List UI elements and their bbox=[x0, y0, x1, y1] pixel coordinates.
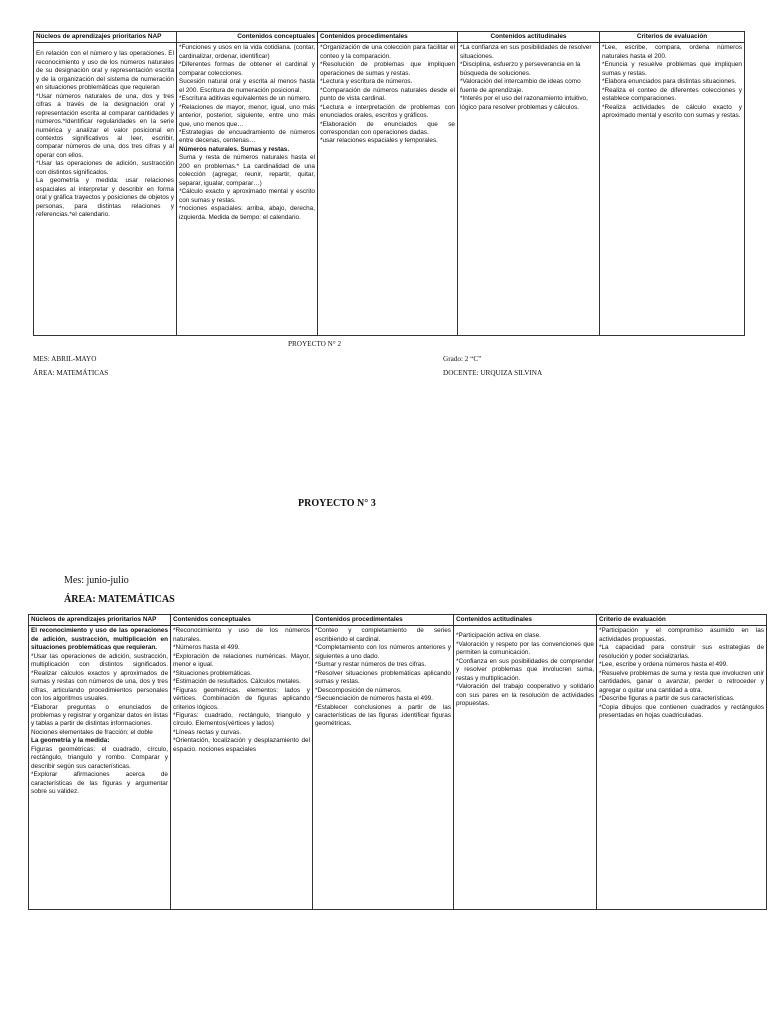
list-item: *Organización de una colección para facilitar el conteo y la comparación. bbox=[320, 44, 455, 60]
list-item: *Valoración del intercambio de ideas como fuente de aprendizaje. bbox=[460, 78, 581, 94]
area-label: ÁREA: MATEMÁTICAS bbox=[33, 369, 109, 377]
header-criteria: Criterio de evaluación bbox=[597, 615, 767, 626]
table-body-row bbox=[29, 626, 767, 910]
list-item: Números naturales. Sumas y restas. bbox=[179, 145, 290, 153]
list-item: Figuras geométricas: el cuadrado, círculo, rectángulo, triangulo y rombo. Comparar y describir según sus características. bbox=[31, 745, 168, 770]
list-item: *Escritura aditivas equivalentes de un número. bbox=[179, 95, 311, 103]
list-item: *La capacidad para construir sus estrategias de resolución y poder socializarlas. bbox=[599, 644, 764, 660]
project3-area: ÁREA: MATEMÁTICAS bbox=[64, 594, 175, 605]
attitudinal-cell bbox=[458, 43, 600, 336]
list-item: *Participación activa en clase. bbox=[456, 632, 541, 640]
procedural-cell bbox=[313, 626, 454, 910]
list-item: *Sumar y restar números de tres cifras. bbox=[315, 661, 427, 669]
list-item: *Disciplina, esfuerzo y perseverancia en la búsqueda de soluciones. bbox=[460, 61, 581, 77]
list-item: En relación con el número y las operaciones. El reconocimiento y uso de los números naturales de su designación oral y representación escrita y de la organización del sistema de numeración en situaciones problemáticas que requieran bbox=[36, 50, 174, 92]
list-item: *Copia dibujos que contienen cuadrados y rectángulos presentadas en hojas cuadriculadas. bbox=[599, 703, 764, 719]
list-item: *Usar números naturales de una, dos y tres cifras a través de la designación oral y representación escrita al comparar cantidades y números.*Identificar regularidades en la serie numérica y analizar el valor posicional en contextos significativos al leer, escribir, comparar números de una, dos tres cifras y al operar con ellos. bbox=[36, 92, 174, 159]
list-item: *Realiza actividades de cálculo exacto y aproximado mental y escrito con sumas y restas. bbox=[602, 103, 742, 120]
list-item: La geometría y la medida: bbox=[31, 737, 110, 745]
list-item: *Resolver situaciones problemáticas aplicando sumas y restas. bbox=[315, 669, 451, 686]
project2-table bbox=[33, 31, 745, 336]
list-item: *Lectura y escritura de números. bbox=[320, 78, 413, 86]
procedural-cell bbox=[318, 43, 458, 336]
teacher-label: DOCENTE: URQUIZA SILVINA bbox=[443, 369, 543, 377]
list-item: *Participación y el compromiso asumido en las actividades propuestas. bbox=[599, 627, 764, 643]
header-nap: Núcleos de aprendizajes prioritarios NAP bbox=[29, 615, 171, 626]
list-item: *Funciones y usos en la vida cotidiana. (contar, cardinalizar, ordenar, identificar) bbox=[179, 44, 315, 60]
table-header-row bbox=[29, 615, 767, 626]
nap-cell bbox=[34, 43, 177, 336]
list-item: *Números hasta el 499. bbox=[173, 644, 240, 652]
list-item: *usar relaciones espaciales y temporales. bbox=[320, 137, 438, 145]
grade-label: Grado: 2 “C” bbox=[443, 355, 482, 363]
criteria-cell bbox=[597, 626, 767, 910]
list-item: *Lee, escribe y ordena números hasta el 499. bbox=[599, 661, 728, 669]
list-item: *Descomposición de números. bbox=[315, 686, 402, 694]
list-item: *Usar las operaciones de adición, sustracción, multiplicación con distintos significados. *Realizar cálculos exactos y aproximados de sumas y restas con números de una, dos y tres cifras, articulando procedimientos personales con los algoritmos usuales. bbox=[31, 652, 168, 703]
list-item: Suma y resta de números naturales hasta el 200 en problemas.* La cardinalidad de una colección (agregar, reunir, repartir, quitar, separar, igualar, comparar…) bbox=[179, 154, 315, 187]
table-body-row bbox=[34, 43, 745, 336]
list-item: *Situaciones problemáticas. bbox=[173, 669, 252, 677]
list-item: *Resolución de problemas que impliquen operaciones de sumas y restas. bbox=[320, 61, 455, 77]
list-item: El reconocimiento y uso de las operaciones de adición, sustracción, multiplicación en situaciones problemáticas que requieran. bbox=[31, 627, 168, 652]
list-item: *Exploración de relaciones numéricas. Mayor, menor e igual. bbox=[173, 652, 310, 669]
header-procedural: Contenidos procedimentales bbox=[313, 615, 454, 626]
conceptual-cell bbox=[177, 43, 318, 336]
list-item: *Realiza el conteo de diferentes colecciones y establece comparaciones. bbox=[602, 86, 742, 103]
list-item: *Explorar afirmaciones acerca de características de las figuras y argumentar sobre su validez. bbox=[31, 771, 168, 796]
list-item: *Elaborar preguntas o enunciados de problemas y registrar y organizar datos en listas y tablas a partir de distintas informaciones. bbox=[31, 703, 168, 728]
list-item: *Orientación, localización y desplazamiento del espacio. nociones espaciales bbox=[173, 737, 310, 753]
conceptual-cell bbox=[171, 626, 313, 910]
header-attitudinal: Contenidos actitudinales bbox=[458, 32, 600, 43]
attitudinal-cell bbox=[454, 626, 597, 910]
list-item: *Secuenciación de números hasta el 499. bbox=[315, 695, 433, 703]
project3-month: Mes: junio-julio bbox=[64, 575, 129, 586]
header-nap: Núcleos de aprendizajes prioritarios NAP bbox=[34, 32, 177, 43]
list-item: *Figuras: cuadrado, rectángulo, triangulo y círculo. Elementos(vértices y lados) bbox=[173, 711, 310, 728]
list-item: *Elaboración de enunciados que se correspondan con operaciones dadas. bbox=[320, 120, 455, 136]
list-item: *Establecer conclusiones a partir de las características de las figuras .identificar figuras geométricas. bbox=[315, 703, 451, 728]
project3-table bbox=[28, 614, 767, 910]
list-item: *Estimación de resultados. Cálculos metales. bbox=[173, 678, 301, 686]
list-item: *Conteo y completamiento de series escribiendo el cardinal. bbox=[315, 627, 451, 643]
list-item: *Describe figuras a partir de sus características. bbox=[599, 695, 735, 703]
list-item: *Cálculo exacto y aproximado mental y escrito con sumas y restas. bbox=[179, 188, 315, 204]
list-item: *Lee, escribe, compara, ordena números naturales hasta el 200. bbox=[602, 44, 742, 60]
list-item: La geometría y medida: usar relaciones espaciales al interpretar y describir en forma oral y gráfica trayectos y posiciones de objetos y personas, para distintas relaciones y referencias.*el calendario. bbox=[36, 177, 174, 219]
list-item: *Resuelve problemas de suma y resta que involucren unir cantidades, ganar o avanzar, perder o retroceder y agregar o quitar una cantidad a otra. bbox=[599, 669, 764, 694]
list-item: *Valoración y respeto por las convenciones que permiten la comunicación. bbox=[456, 640, 594, 657]
list-item: *Estrategias de encuadramiento de números entre decenas, centenas… bbox=[179, 128, 315, 145]
header-conceptual: Contenidos conceptuales bbox=[177, 32, 318, 43]
list-item: *Comparación de números naturales desde el punto de vista cardinal. bbox=[320, 86, 455, 103]
criteria-cell bbox=[600, 43, 745, 336]
header-procedural: Contenidos procedimentales bbox=[318, 32, 458, 43]
header-conceptual: Contenidos conceptuales bbox=[171, 615, 313, 626]
header-criteria: Criterios de evaluación bbox=[600, 32, 745, 43]
list-item: *Líneas rectas y curvas. bbox=[173, 728, 242, 736]
list-item: *nociones espaciales: arriba, abajo, derecha, izquierda. Medida de tiempo: el calendario. bbox=[179, 205, 315, 221]
list-item: *La confianza en sus posibilidades de resolver situaciones. bbox=[460, 44, 592, 60]
project3-title: PROYECTO N° 3 bbox=[298, 498, 376, 509]
list-item: *Completamiento con los números anteriores y siguientes a uno dado. bbox=[315, 644, 451, 660]
table-header-row bbox=[34, 32, 745, 43]
project-label: PROYECTO N° 2 bbox=[288, 340, 342, 348]
list-item: *Confianza en sus posibilidades de comprender y resolver problemas que involucren suma, restas y multiplicación. bbox=[456, 657, 594, 682]
list-item: *Elabora enunciados para distintas situaciones. bbox=[602, 78, 737, 86]
list-item: *Reconocimiento y uso de los números naturales. bbox=[173, 627, 310, 643]
list-item: Sucesión natural oral y escrita al menos hasta el 200. Escritura de numeración posicional. bbox=[179, 78, 315, 94]
list-item: *Relaciones de mayor, menor, igual, uno más anterior, posterior, siguiente, entre uno más que, uno menos que… bbox=[179, 103, 315, 128]
list-item: Nociones elementales de fracción: el doble bbox=[31, 728, 153, 736]
list-item: *Usar las operaciones de adición, sustracción con distintos significados. bbox=[36, 160, 174, 176]
list-item: *Figuras geométricas. elementos: lados y vértices. Combinación de figuras aplicando criterios lógicos. bbox=[173, 686, 310, 711]
nap-cell bbox=[29, 626, 171, 910]
list-item: *Lectura e interpretación de problemas con enunciados orales, escritos y gráficos. bbox=[320, 103, 455, 120]
list-item: *Valoración del trabajo cooperativo y solidario con sus pares en la resolución de actividades propuestas. bbox=[456, 683, 594, 708]
list-item: *Interés por el uso del razonamiento intuitivo, lógico para resolver problemas y cálculos. bbox=[460, 95, 588, 111]
list-item: *Enuncia y resuelve problemas que impliquen sumas y restas. bbox=[602, 61, 742, 77]
list-item: *Diferentes formas de obtener el cardinal y comparar colecciones. bbox=[179, 61, 315, 77]
header-attitudinal: Contenidos actitudinales bbox=[454, 615, 597, 626]
month-label: MES: ABRIL-MAYO bbox=[33, 355, 97, 363]
